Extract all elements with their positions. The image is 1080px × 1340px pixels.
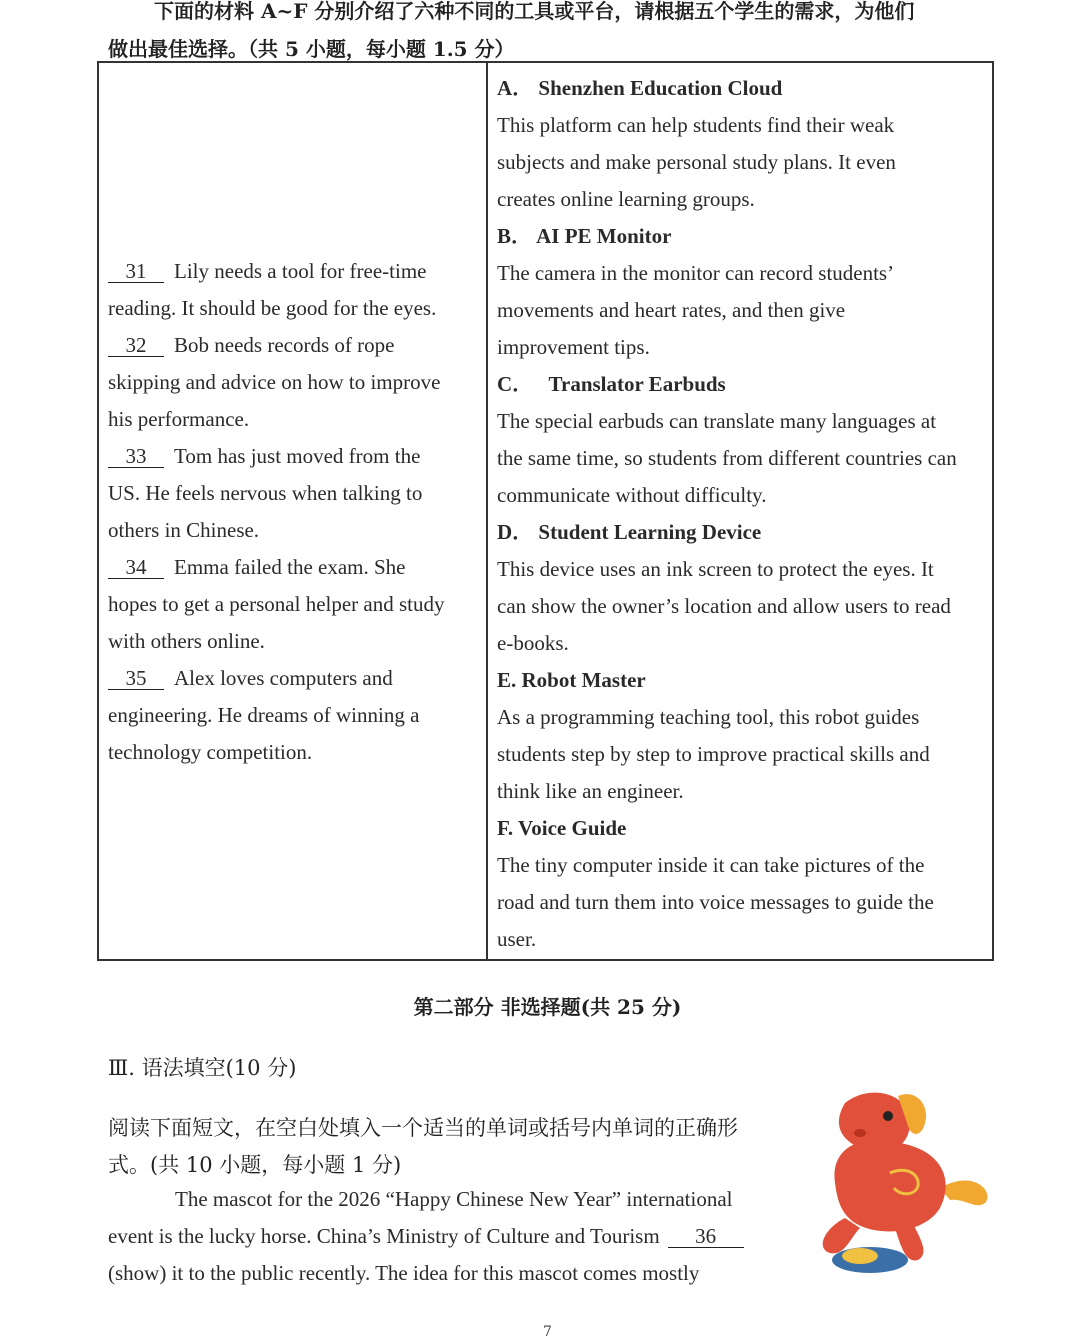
option-f — [497, 810, 987, 958]
question-text: reading. It should be good for the eyes. — [108, 296, 437, 320]
part-heading: Ⅲ. 语法填空(10 分) — [108, 1056, 297, 1080]
option-name: Student Learning Device — [538, 520, 762, 544]
question-32 — [108, 327, 478, 438]
option-line: communicate without difficulty. — [497, 483, 767, 507]
passage — [108, 1181, 808, 1292]
question-text: Bob needs records of rope — [174, 333, 395, 357]
question-text: technology competition. — [108, 740, 313, 764]
answer-blank[interactable]: 32 — [108, 334, 164, 357]
table-divider — [486, 61, 488, 961]
page-number: 7 — [543, 1324, 552, 1340]
question-34 — [108, 549, 478, 660]
horse-tail — [940, 1180, 988, 1205]
option-line: improvement tips. — [497, 335, 650, 359]
option-line: movements and heart rates, and then give — [497, 298, 846, 322]
option-letter: A． — [497, 76, 534, 100]
option-line: the same time, so students from different countries can — [497, 446, 957, 470]
option-line: students step by step to improve practical skills and — [497, 742, 930, 766]
question-text: engineering. He dreams of winning a — [108, 703, 420, 727]
option-b — [497, 218, 987, 366]
question-text: others in Chinese. — [108, 518, 260, 542]
option-line: user. — [497, 927, 537, 951]
option-name: AI PE Monitor — [536, 224, 672, 248]
option-name: Voice Guide — [518, 816, 627, 840]
passage-line: The mascot for the 2026 “Happy Chinese New Year” international — [175, 1187, 733, 1211]
section-title: 第二部分 非选择题(共 25 分) — [413, 995, 682, 1019]
question-31 — [108, 253, 478, 327]
option-name: Robot Master — [521, 668, 646, 692]
option-c — [497, 366, 987, 514]
option-name: Shenzhen Education Cloud — [538, 76, 783, 100]
question-text: Lily needs a tool for free-time — [174, 259, 427, 283]
option-line: can show the owner’s location and allow users to read — [497, 594, 951, 618]
option-letter: D． — [497, 520, 534, 544]
option-line: The camera in the monitor can record students’ — [497, 261, 895, 285]
horse-mascot-icon — [790, 1078, 1005, 1278]
option-letter: F. — [497, 816, 514, 840]
option-line: This platform can help students find their weak — [497, 113, 895, 137]
horse-head — [839, 1093, 910, 1153]
option-line: The special earbuds can translate many languages at — [497, 409, 937, 433]
horse-front-leg — [823, 1218, 860, 1253]
cloud-highlight — [842, 1248, 878, 1264]
instructions — [108, 0, 998, 68]
question-text: his performance. — [108, 407, 250, 431]
answer-blank[interactable]: 36 — [668, 1225, 744, 1248]
instructions-line: 阅读下面短文，在空白处填入一个适当的单词或括号内单词的正确形 — [108, 1116, 738, 1140]
option-letter: B． — [497, 224, 533, 248]
option-line: This device uses an ink screen to protect the eyes. It — [497, 557, 934, 581]
option-letter: E. — [497, 668, 517, 692]
option-line: The tiny computer inside it can take pictures of the — [497, 853, 925, 877]
horse-eye — [883, 1111, 893, 1121]
option-e — [497, 662, 987, 810]
grammar-instructions — [108, 1110, 798, 1184]
instructions-line-2: 做出最佳选择。（共 5 小题，每小题 1.5 分） — [108, 37, 515, 61]
option-letter: C． — [497, 372, 534, 396]
option-d — [497, 514, 987, 662]
option-line: As a programming teaching tool, this robot guides — [497, 705, 920, 729]
option-a — [497, 70, 987, 218]
option-line: road and turn them into voice messages to guide the — [497, 890, 934, 914]
instructions-line: 式。(共 10 小题，每小题 1 分) — [108, 1153, 402, 1177]
question-text: Alex loves computers and — [174, 666, 393, 690]
question-text: Emma failed the exam. She — [174, 555, 406, 579]
option-line: creates online learning groups. — [497, 187, 755, 211]
passage-text: event is the lucky horse. China’s Ministry of Culture and Tourism — [108, 1224, 660, 1248]
option-line: subjects and make personal study plans. It even — [497, 150, 896, 174]
answer-blank[interactable]: 33 — [108, 445, 164, 468]
horse-body — [834, 1140, 945, 1231]
question-text: hopes to get a personal helper and study — [108, 592, 445, 616]
options-column — [497, 70, 987, 958]
questions-column — [108, 253, 478, 771]
option-line: e-books. — [497, 631, 569, 655]
option-name: Translator Earbuds — [548, 372, 726, 396]
question-text: skipping and advice on how to improve — [108, 370, 441, 394]
answer-blank[interactable]: 35 — [108, 667, 164, 690]
passage-line — [108, 1218, 808, 1255]
instructions-line-1: 下面的材料 A~F 分别介绍了六种不同的工具或平台，请根据五个学生的需求，为他们 — [154, 0, 915, 23]
passage-line: (show) it to the public recently. The idea for this mascot comes mostly — [108, 1261, 700, 1285]
horse-nostril — [854, 1129, 866, 1137]
option-line: think like an engineer. — [497, 779, 684, 803]
question-text: Tom has just moved from the — [174, 444, 421, 468]
question-35 — [108, 660, 478, 771]
question-text: US. He feels nervous when talking to — [108, 481, 423, 505]
answer-blank[interactable]: 31 — [108, 260, 164, 283]
question-text: with others online. — [108, 629, 265, 653]
question-33 — [108, 438, 478, 549]
answer-blank[interactable]: 34 — [108, 556, 164, 579]
